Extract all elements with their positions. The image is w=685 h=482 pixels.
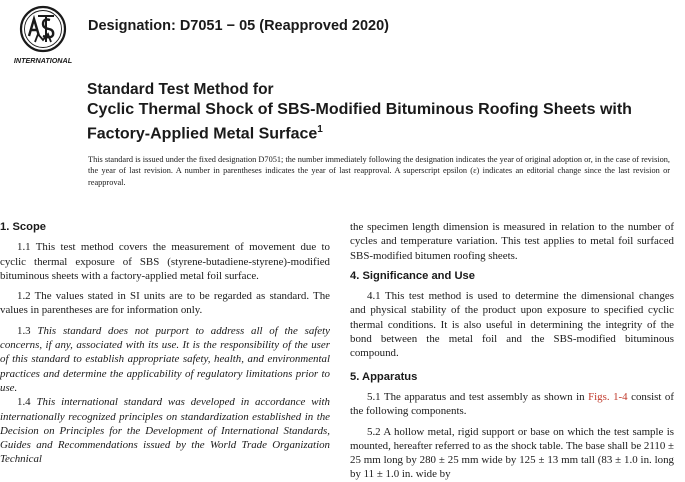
logo-text: INTERNATIONAL bbox=[14, 56, 72, 65]
paragraph-1-4-text: This international standard was developed in accordance with internationally recognized principles on standardization established in the Decision on Principles for the Development of International Standards, Guides and Recommendations issued by the World Trade Organization Technical bbox=[0, 396, 330, 466]
paragraph-5-2: 5.2 A hollow metal, rigid support or base on which the test sample is mounted, hereafter referred to as the shock table. The base shall be 2110 ± 25 mm long by 280 ± 25 mm wide by 125 ± 13 mm tall (83 ± 1.0 in. long by 11 ± 1.0 in. wide by bbox=[350, 425, 674, 481]
section-heading-scope: 1. Scope bbox=[0, 221, 47, 233]
paragraph-5-1-start: 5.1 The apparatus and test assembly as shown in bbox=[367, 390, 589, 403]
summary-continuation: the specimen length dimension is measured in relation to the number of cycles and temperature variation. This test applies to metal foil surfaced SBS-modified bitumen roofing sheets. bbox=[350, 221, 674, 262]
astm-logo bbox=[14, 4, 72, 66]
paragraph-1-4 bbox=[0, 395, 330, 466]
section-heading-apparatus: 5. Apparatus bbox=[350, 370, 418, 383]
paragraph-1-4-number: 1.4 bbox=[17, 396, 31, 409]
paragraph-5-1-end: consist of the following components. bbox=[350, 390, 674, 418]
paragraph-1-1: 1.1 This test method covers the measurement of movement due to cyclic thermal exposure of SBS (styrene-butadiene-styrene)-modified bituminous sheets with a factory-applied metal foil surface. bbox=[0, 241, 330, 282]
paragraph-1-3-number: 1.3 bbox=[17, 324, 31, 337]
paragraph-1-3 bbox=[0, 324, 330, 395]
section-heading-significance: 4. Significance and Use bbox=[350, 269, 475, 282]
standard-notice: This standard is issued under the fixed designation D7051; the number immediately following the designation indicates the year of original adoption or, in the case of revision, the year of last revision. A number in parentheses indicates the year of last reapproval. A superscript epsilon (ε) indicates an editorial change since the last revision or reapproval. bbox=[88, 155, 670, 187]
paragraph-5-1 bbox=[350, 390, 674, 419]
left-column bbox=[0, 220, 330, 467]
paragraph-1-2: 1.2 The values stated in SI units are to be regarded as standard. The values in parentheses are for information only. bbox=[0, 290, 330, 317]
title-line-1: Standard Test Method for bbox=[87, 81, 274, 98]
right-column bbox=[350, 220, 674, 482]
figures-link[interactable]: Figs. 1-4 bbox=[588, 390, 628, 403]
paragraph-1-3-text: This standard does not purport to address all of the safety concerns, if any, associated with its use. It is the responsibility of the user of this standard to establish appropriate safety, health, and environmental practices and determine the applicability of regulatory limitations prior to use. bbox=[0, 324, 330, 394]
paragraph-4-1: 4.1 This test method is used to determine the dimensional changes and physical stability of the product upon exposure to specified cyclic thermal conditions. It is also useful in determining the integrity of the bond between the metal foil and the SBS-modified bituminous compound. bbox=[350, 290, 674, 360]
title-main: Cyclic Thermal Shock of SBS-Modified Bituminous Roofing Sheets with Factory-Applied Metal Surface bbox=[87, 101, 632, 143]
document-title bbox=[87, 80, 667, 144]
designation: Designation: D7051 − 05 (Reapproved 2020) bbox=[88, 18, 389, 34]
title-line-2 bbox=[87, 100, 667, 144]
title-footnote-marker: 1 bbox=[317, 124, 323, 135]
